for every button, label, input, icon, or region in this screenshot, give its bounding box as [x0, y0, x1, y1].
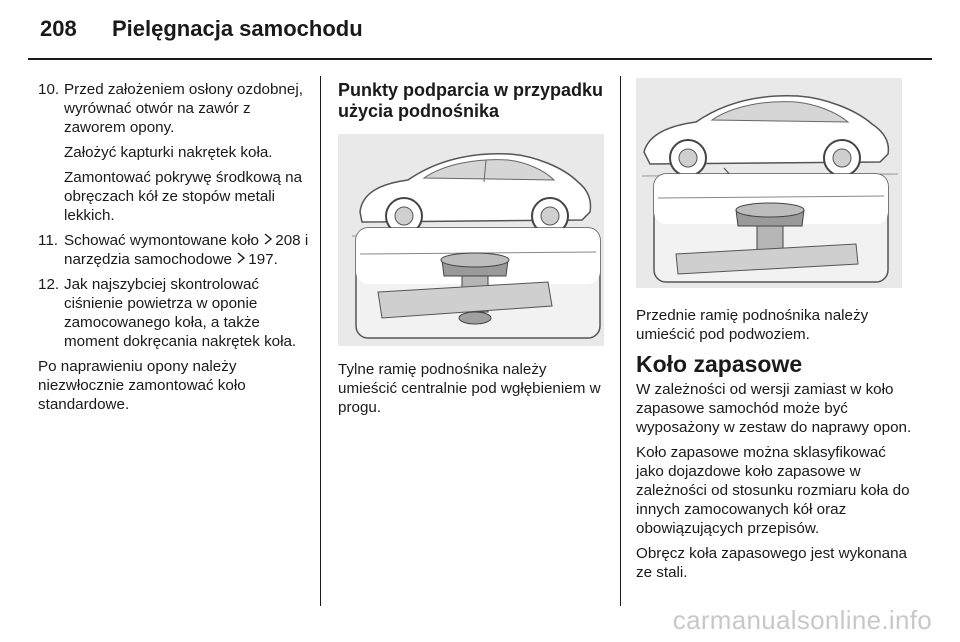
page-header	[28, 12, 932, 48]
paragraph: Po naprawieniu opony należy niezwłocznie zamontować koło standardowe.	[38, 358, 246, 413]
paragraph: Obręcz koła zapasowego jest wykonana ze stali.	[636, 545, 907, 581]
header-rule	[28, 58, 932, 60]
list-subparagraph: Założyć kapturki nakrętek koła.	[64, 144, 273, 161]
paragraph: W zależności od wersji zamiast w koło zapasowe samochód może być wyposażony w zestaw do naprawy opon.	[636, 381, 912, 436]
ref-arrow-icon	[236, 250, 246, 269]
list-item-10	[38, 80, 314, 137]
column-divider-1	[320, 76, 321, 606]
page-number: 208	[40, 16, 77, 41]
car-rear-jack-illustration	[338, 134, 604, 346]
figure-caption: Tylne ramię podnośnika należy umieścić centralnie pod wgłębieniem w progu.	[338, 361, 601, 416]
list-item-11	[38, 231, 314, 269]
paragraph: Koło zapasowe można sklasyfikować jako dojazdowe koło zapasowe w zależności od stosunku rozmiaru koła do innych zamocowanych kół oraz obowiązujących przepisów.	[636, 444, 910, 537]
rear-jack-point-figure	[338, 134, 604, 346]
column-3	[636, 78, 916, 588]
list-number: 10.	[38, 81, 60, 98]
page-ref: 208	[275, 232, 301, 249]
list-subparagraph: Zamontować pokrywę środkową na obręczach kół ze stopów metali lekkich.	[64, 169, 303, 224]
column-divider-2	[620, 76, 621, 606]
list-text: Przed założeniem osłony ozdobnej, wyrównać otwór na zawór z zaworem opony.	[64, 81, 303, 136]
column-1	[38, 80, 314, 420]
list-number: 12.	[38, 276, 60, 293]
column-2	[338, 80, 604, 423]
page-ref: 197.	[248, 251, 278, 268]
ref-arrow-icon	[263, 231, 273, 250]
list-number: 11.	[38, 232, 58, 249]
list-item-12	[38, 275, 314, 351]
car-front-jack-illustration	[636, 78, 902, 288]
figure-caption: Przednie ramię podnośnika należy umieścić pod podwoziem.	[636, 307, 869, 343]
page-title: Pielęgnacja samochodu	[112, 16, 363, 41]
watermark: carmanualsonline.info	[672, 605, 932, 635]
list-text: Schować wymontowane koło	[64, 232, 260, 249]
section-heading: Punkty podparcia w przypadku użycia podnośnika	[338, 80, 604, 121]
list-text: Jak najszybciej skontrolować ciśnienie powietrza w oponie zamocowanego koła, a także moment dokręcania nakrętek koła.	[64, 276, 297, 350]
front-jack-point-figure	[636, 78, 902, 288]
list-text: i narzędzia samochodowe	[64, 232, 309, 268]
page-ref-link[interactable]	[236, 251, 278, 268]
page-ref-link[interactable]	[263, 232, 305, 249]
section-heading: Koło zapasowe	[636, 351, 803, 377]
